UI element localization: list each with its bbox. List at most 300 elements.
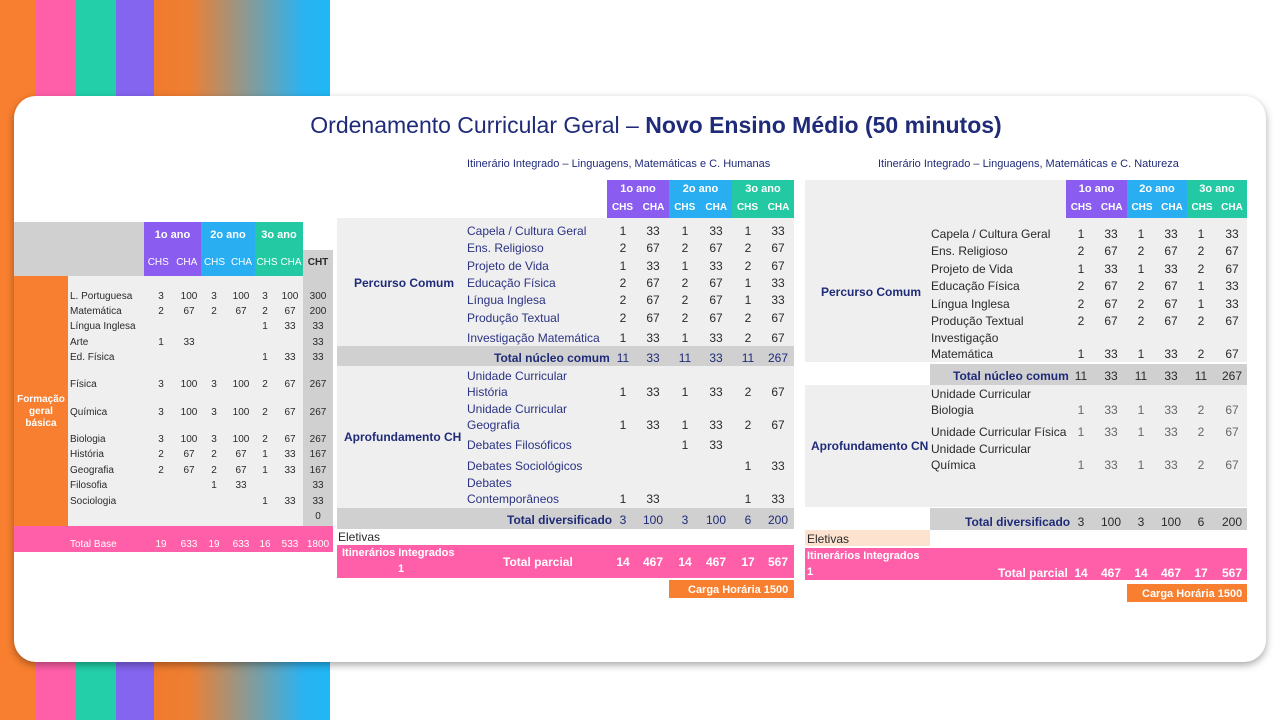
ch-parcial-cell: 17	[741, 555, 755, 569]
base-cell: 67	[284, 306, 296, 317]
cn-chs-label: CHS	[1131, 202, 1153, 213]
base-cell: 167	[309, 465, 327, 476]
cn-total-comum-cell: 33	[1104, 369, 1118, 383]
cn-cha-label: CHA	[1100, 202, 1123, 213]
base-row-label: Ed. Física	[70, 352, 115, 363]
cn-aprof-row-label: Unidade Curricular	[931, 442, 1032, 456]
base-cell: 100	[281, 291, 299, 302]
cn-percurso-row-label: Capela / Cultura Geral	[931, 227, 1051, 241]
base-cht-label: CHT	[307, 257, 329, 268]
ch-eletivas: Eletivas	[338, 530, 381, 544]
cn-cell: 33	[1104, 227, 1118, 241]
ch-cell: 67	[709, 241, 723, 255]
base-cell: 67	[235, 465, 247, 476]
ch-total-div-cell: 100	[705, 513, 727, 527]
base-cell: 2	[262, 407, 268, 418]
ch-cell: 33	[771, 224, 785, 238]
ch-year-label: 2o ano	[682, 183, 719, 195]
cn-cell: 2	[1137, 297, 1145, 311]
cn-cell: 1	[1137, 458, 1145, 472]
cn-cell: 2	[1077, 279, 1085, 293]
cn-cell: 33	[1164, 347, 1178, 361]
ch-parcial-cell: 467	[705, 555, 727, 569]
cn-cell: 33	[1164, 262, 1178, 276]
ch-itin-label: Itinerários Integrados	[342, 547, 455, 559]
cn-cell: 2	[1197, 262, 1205, 276]
cn-cell: 67	[1225, 244, 1239, 258]
ch-aprof-row-label: Debates	[467, 476, 512, 490]
cn-cell: 67	[1164, 314, 1178, 328]
base-total-label: Total Base	[70, 539, 117, 550]
ch-cell: 33	[646, 259, 660, 273]
ch-cha-label: CHA	[705, 202, 728, 213]
ch-carga-label: Carga Horária 1500	[688, 584, 789, 596]
ch-chs-label: CHS	[611, 202, 634, 213]
ch-cell: 67	[771, 259, 785, 273]
base-chs-label: CHS	[203, 257, 226, 268]
base-row-label: Biologia	[70, 434, 106, 445]
ch-cell: 67	[771, 418, 785, 432]
ch-cell: 1	[681, 385, 689, 399]
ch-aprof-row-label2: Geografia	[467, 418, 520, 432]
cn-percurso-row-label: Projeto de Vida	[931, 262, 1013, 276]
ch-cell: 67	[646, 311, 660, 325]
base-cell: 3	[211, 291, 217, 302]
ch-cell: 1	[619, 492, 627, 506]
base-cell: 3	[211, 407, 217, 418]
cn-itin-label-2: 1	[807, 566, 814, 578]
cn-parcial-cell: 467	[1100, 566, 1122, 580]
cn-cell: 33	[1164, 403, 1178, 417]
ch-cell: 2	[681, 311, 689, 325]
cn-total-comum-cell: 11	[1074, 369, 1088, 383]
ch-cell: 67	[771, 311, 785, 325]
cn-cell: 33	[1164, 227, 1178, 241]
base-chs-label: CHS	[256, 257, 278, 268]
cn-cell: 33	[1164, 425, 1178, 439]
base-row-label: Matemática	[70, 306, 122, 317]
ch-cell: 1	[744, 459, 752, 473]
ch-cell: 1	[619, 331, 627, 345]
base-row-label: L. Portuguesa	[70, 291, 133, 302]
cn-total-div-cell: 3	[1137, 515, 1145, 529]
cn-cell: 67	[1104, 314, 1118, 328]
ch-cell: 1	[681, 224, 689, 238]
ch-chs-label: CHS	[736, 202, 759, 213]
cn-cell: 33	[1104, 262, 1118, 276]
base-cell: 2	[158, 306, 164, 317]
ch-cell: 33	[646, 492, 660, 506]
ch-total-div-cell: 100	[642, 513, 664, 527]
ch-cell: 33	[771, 276, 785, 290]
base-cell: 2	[211, 449, 217, 460]
base-cell: 1	[262, 321, 268, 332]
ch-percurso-row-label: Produção Textual	[467, 311, 560, 325]
ch-total-comum-cell: 33	[709, 351, 723, 365]
base-cell: 33	[312, 480, 324, 491]
base-cell: 33	[235, 480, 247, 491]
base-cell: 33	[284, 465, 296, 476]
base-cell: 67	[235, 306, 247, 317]
cn-cell: 33	[1225, 279, 1239, 293]
ch-cell: 1	[744, 293, 752, 307]
ch-aprof-row-label: Unidade Curricular	[467, 402, 568, 416]
ch-cell: 2	[744, 259, 752, 273]
cn-cell: 2	[1137, 279, 1145, 293]
ch-cell: 67	[646, 293, 660, 307]
base-cell: 3	[158, 291, 164, 302]
base-cell: 33	[284, 321, 296, 332]
ch-cell: 67	[646, 241, 660, 255]
ch-parcial-label: Total parcial	[503, 555, 573, 569]
cn-percurso-row-label: Educação Física	[931, 279, 1020, 293]
ch-heading: Itinerário Integrado – Linguagens, Matemáticas e C. Humanas	[467, 158, 771, 170]
base-cell: 267	[309, 434, 327, 445]
ch-chs-label: CHS	[674, 202, 696, 213]
base-cell: 1	[158, 337, 164, 348]
base-cell: 1	[262, 465, 268, 476]
cn-percurso-row-label: Investigação	[931, 331, 999, 345]
cn-parcial-label: Total parcial	[998, 566, 1068, 580]
cn-chs-label: CHS	[1070, 202, 1092, 213]
ch-parcial-cell: 567	[767, 555, 789, 569]
ch-percurso-row-label: Investigação Matemática	[467, 331, 600, 345]
base-group-label: Formação geral básica	[17, 394, 65, 429]
cn-cell: 2	[1077, 314, 1085, 328]
base-cell: 33	[312, 337, 324, 348]
ch-total-comum-label: Total núcleo comum	[494, 351, 610, 365]
ch-percurso-label: Percurso Comum	[354, 276, 455, 290]
ch-cha-label: CHA	[767, 202, 790, 213]
cn-cell: 2	[1197, 425, 1205, 439]
base-year-label: 3o ano	[261, 229, 297, 241]
ch-cell: 1	[619, 224, 627, 238]
ch-cell: 67	[771, 385, 785, 399]
cn-cell: 2	[1137, 314, 1145, 328]
ch-cell: 33	[646, 418, 660, 432]
cn-cell: 1	[1197, 227, 1205, 241]
base-cell: 33	[312, 321, 324, 332]
ch-year-label: 3o ano	[745, 183, 781, 195]
base-cell: 267	[309, 407, 327, 418]
base-cell: 200	[309, 306, 327, 317]
base-cell: 300	[309, 291, 327, 302]
cn-percurso-row-label: Língua Inglesa	[931, 297, 1010, 311]
base-cell: 67	[284, 379, 296, 390]
base-row-label: Arte	[70, 337, 89, 348]
cn-cha-label: CHA	[1161, 202, 1183, 213]
ch-cell: 33	[709, 385, 723, 399]
cn-parcial-cell: 14	[1134, 566, 1148, 580]
cn-total-comum-label: Total núcleo comum	[953, 369, 1069, 383]
cn-cell: 33	[1104, 347, 1118, 361]
cn-cell: 2	[1197, 347, 1205, 361]
base-cell: 67	[235, 449, 247, 460]
base-cha-label: CHA	[280, 257, 302, 268]
ch-aprof-row-label: Unidade Curricular	[467, 369, 568, 383]
base-cell: 3	[158, 434, 164, 445]
base-row-label: Língua Inglesa	[70, 321, 136, 332]
cn-total-div-cell: 3	[1077, 515, 1085, 529]
cn-cell: 33	[1104, 403, 1118, 417]
ch-cell: 33	[709, 331, 723, 345]
ch-cell: 2	[744, 385, 752, 399]
ch-total-div-cell: 200	[767, 513, 789, 527]
ch-cell: 1	[619, 418, 627, 432]
cn-cell: 67	[1225, 347, 1239, 361]
title-bold: Novo Ensino Médio (50 minutos)	[645, 112, 1002, 138]
base-cell: 33	[284, 352, 296, 363]
ch-cell: 33	[646, 385, 660, 399]
cn-cell: 1	[1197, 297, 1205, 311]
ch-cell: 1	[681, 259, 689, 273]
base-row-label: Física	[70, 379, 97, 390]
ch-cell: 2	[619, 276, 627, 290]
ch-total-comum-cell: 11	[616, 351, 630, 365]
cn-itin-label: Itinerários Integrados	[807, 550, 920, 562]
base-cha-label: CHA	[230, 257, 253, 268]
ch-cell: 67	[709, 311, 723, 325]
base-cell: 3	[158, 407, 164, 418]
base-cell: 67	[284, 434, 296, 445]
cn-header-left-bg	[805, 180, 1066, 218]
cn-parcial-cell: 14	[1074, 566, 1088, 580]
ch-cell: 33	[771, 492, 785, 506]
base-year-label: 2o ano	[210, 229, 246, 241]
base-cell: 67	[183, 449, 195, 460]
cn-cell: 1	[1137, 425, 1145, 439]
cn-year-label: 2o ano	[1139, 183, 1175, 195]
base-cell: 2	[211, 465, 217, 476]
ch-cell: 67	[771, 331, 785, 345]
cn-cell: 2	[1137, 244, 1145, 258]
ch-cell: 2	[619, 293, 627, 307]
ch-total-div-cell: 3	[681, 513, 689, 527]
cn-cell: 67	[1225, 314, 1239, 328]
cn-cell: 33	[1104, 458, 1118, 472]
cn-cell: 67	[1225, 458, 1239, 472]
cn-cell: 33	[1104, 425, 1118, 439]
base-row-label: História	[70, 449, 104, 460]
ch-cell: 33	[709, 224, 723, 238]
base-cell: 1	[262, 352, 268, 363]
base-cell: 100	[232, 407, 250, 418]
page-title	[0, 112, 1280, 139]
cn-percurso-label: Percurso Comum	[821, 285, 922, 299]
cn-aprof-row-label2: Biologia	[931, 403, 974, 417]
ch-percurso-row-label: Ens. Religioso	[467, 241, 544, 255]
ch-total-comum-cell: 11	[678, 351, 692, 365]
base-cell: 2	[158, 465, 164, 476]
base-cell: 1	[211, 480, 217, 491]
ch-aprof-row-label2: História	[467, 385, 508, 399]
ch-cell: 2	[681, 276, 689, 290]
ch-cell: 33	[646, 331, 660, 345]
cn-cell: 67	[1104, 279, 1118, 293]
base-cha-label: CHA	[176, 257, 198, 268]
cn-cell: 1	[1197, 279, 1205, 293]
ch-cell: 67	[709, 293, 723, 307]
cn-total-div-cell: 100	[1160, 515, 1182, 529]
cn-cell: 1	[1077, 403, 1085, 417]
ch-cell: 2	[619, 311, 627, 325]
cn-year-label: 1o ano	[1078, 183, 1115, 195]
cn-cell: 2	[1197, 458, 1205, 472]
cn-cell: 67	[1225, 425, 1239, 439]
base-cell: 3	[211, 379, 217, 390]
ch-percurso-row-label: Educação Física	[467, 276, 556, 290]
base-cell: 2	[211, 306, 217, 317]
ch-aprof-row-label: Debates Sociológicos	[467, 459, 583, 473]
base-cell: 100	[180, 407, 198, 418]
base-cell: 33	[312, 352, 324, 363]
ch-cha-label: CHA	[642, 202, 665, 213]
cn-cell: 67	[1225, 403, 1239, 417]
cn-cell: 1	[1077, 227, 1085, 241]
cn-cell: 67	[1164, 297, 1178, 311]
ch-cell: 33	[771, 293, 785, 307]
ch-aprof-row-label: Debates Filosóficos	[467, 438, 572, 452]
cn-aprof-row-label: Unidade Curricular Física	[931, 425, 1067, 439]
cn-percurso-row-label2: Matemática	[931, 347, 994, 361]
ch-cell: 2	[681, 241, 689, 255]
cn-total-comum-cell: 267	[1221, 369, 1243, 383]
cn-total-div-cell: 6	[1197, 515, 1205, 529]
ch-year-label: 1o ano	[620, 183, 656, 195]
ch-cell: 33	[771, 459, 785, 473]
cn-cell: 33	[1164, 458, 1178, 472]
ch-total-comum-cell: 11	[741, 351, 755, 365]
base-cell: 67	[183, 465, 195, 476]
cn-cell: 67	[1164, 244, 1178, 258]
base-total-cell: 19	[208, 539, 220, 550]
base-cell: 33	[312, 496, 324, 507]
base-cell: 0	[315, 511, 321, 522]
base-chs-label: CHS	[147, 257, 169, 268]
base-cell: 2	[262, 379, 268, 390]
ch-cell: 1	[744, 224, 752, 238]
cn-cell: 1	[1077, 458, 1085, 472]
ch-cell: 1	[681, 331, 689, 345]
cn-cell: 1	[1137, 347, 1145, 361]
base-cell: 2	[262, 434, 268, 445]
cn-heading: Itinerário Integrado – Linguagens, Matemáticas e C. Natureza	[878, 158, 1179, 170]
base-total-cell: 16	[259, 539, 271, 550]
ch-parcial-cell: 467	[642, 555, 664, 569]
ch-cell: 33	[709, 418, 723, 432]
cn-total-div-label: Total diversificado	[965, 515, 1071, 529]
cn-cell: 1	[1137, 403, 1145, 417]
ch-percurso-row-label: Língua Inglesa	[467, 293, 546, 307]
base-cell: 2	[262, 306, 268, 317]
ch-itin-label-2: 1	[398, 563, 405, 575]
cn-cell: 67	[1164, 279, 1178, 293]
cn-cell: 67	[1104, 244, 1118, 258]
base-total-cell: 19	[155, 539, 167, 550]
base-cell: 1	[262, 449, 268, 460]
ch-cell: 1	[619, 385, 627, 399]
base-cell: 3	[158, 379, 164, 390]
ch-cell: 2	[681, 293, 689, 307]
ch-parcial-cell: 14	[616, 555, 630, 569]
base-cell: 3	[262, 291, 268, 302]
ch-cell: 2	[744, 241, 752, 255]
base-total-cell: 1800	[306, 539, 330, 550]
cn-cell: 33	[1225, 297, 1239, 311]
cn-aprof-label: Aprofundamento CN	[811, 439, 929, 453]
base-header-bg	[14, 222, 144, 276]
ch-cell: 67	[646, 276, 660, 290]
cn-parcial-cell: 467	[1160, 566, 1182, 580]
cn-percurso-row-label: Produção Textual	[931, 314, 1024, 328]
base-total-cell: 633	[180, 539, 198, 550]
ch-cell: 2	[619, 241, 627, 255]
ch-total-div-cell: 3	[619, 513, 627, 527]
ch-cell: 1	[744, 492, 752, 506]
title-light: Ordenamento Curricular Geral –	[310, 112, 639, 138]
ch-aprof-row-label2: Contemporâneos	[467, 492, 560, 506]
cn-carga-label: Carga Horária 1500	[1142, 588, 1243, 600]
cn-cha-label: CHA	[1221, 202, 1243, 213]
cn-cell: 1	[1077, 262, 1085, 276]
cn-cell: 2	[1077, 297, 1085, 311]
base-cell: 33	[284, 449, 296, 460]
ch-cell: 1	[744, 276, 752, 290]
cn-total-div-cell: 100	[1100, 515, 1122, 529]
ch-percurso-row-label: Capela / Cultura Geral	[467, 224, 587, 238]
cn-cell: 1	[1137, 227, 1145, 241]
cn-cell: 2	[1197, 314, 1205, 328]
cn-chs-label: CHS	[1191, 202, 1213, 213]
cn-cell: 2	[1197, 403, 1205, 417]
ch-cell: 33	[646, 224, 660, 238]
base-cell: 100	[180, 379, 198, 390]
cn-aprof-row-label2: Química	[931, 458, 976, 472]
base-cell: 33	[284, 496, 296, 507]
cn-year-label: 3o ano	[1199, 183, 1235, 195]
ch-cell: 67	[709, 276, 723, 290]
ch-cell: 1	[681, 418, 689, 432]
cn-cell: 1	[1077, 347, 1085, 361]
cn-total-comum-cell: 11	[1194, 369, 1208, 383]
base-cell: 267	[309, 379, 327, 390]
base-total-cell: 633	[232, 539, 250, 550]
base-total-cell: 533	[281, 539, 299, 550]
base-row-label: Sociologia	[70, 496, 117, 507]
cn-total-comum-cell: 33	[1164, 369, 1178, 383]
cn-cell: 1	[1137, 262, 1145, 276]
cn-parcial-cell: 567	[1221, 566, 1243, 580]
cn-percurso-row-label: Ens. Religioso	[931, 244, 1008, 258]
ch-cell: 2	[744, 311, 752, 325]
ch-total-div-cell: 6	[744, 513, 752, 527]
cn-cell: 67	[1104, 297, 1118, 311]
cn-parcial-cell: 17	[1194, 566, 1208, 580]
base-cell: 167	[309, 449, 327, 460]
cn-cell: 2	[1077, 244, 1085, 258]
base-cell: 100	[180, 291, 198, 302]
cn-eletivas: Eletivas	[807, 532, 850, 546]
cn-total-div-cell: 200	[1221, 515, 1243, 529]
base-row-label: Filosofia	[70, 480, 108, 491]
ch-cell: 33	[709, 259, 723, 273]
base-year-label: 1o ano	[154, 229, 191, 241]
base-cell: 100	[232, 379, 250, 390]
base-cell: 100	[180, 434, 198, 445]
cn-cell: 67	[1225, 262, 1239, 276]
ch-total-div-label: Total diversificado	[507, 513, 613, 527]
ch-total-comum-cell: 33	[646, 351, 660, 365]
